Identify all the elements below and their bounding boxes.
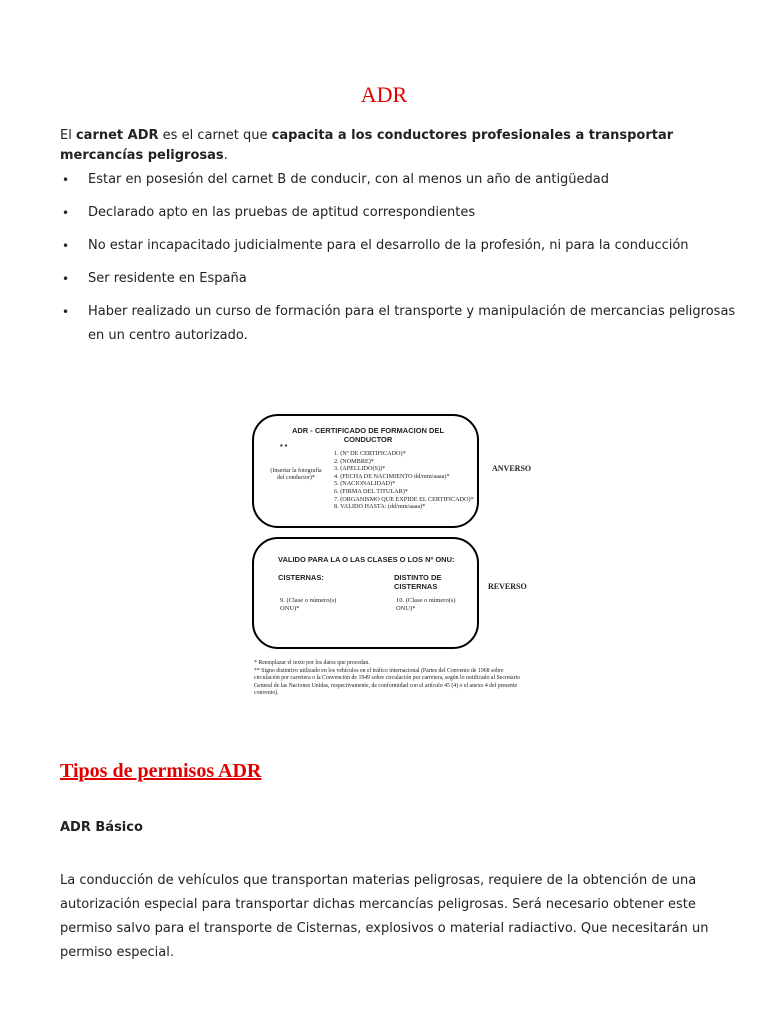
intro-text-1: El bbox=[60, 128, 76, 143]
certificate-footnotes bbox=[254, 660, 524, 698]
certificate-field: 7. (ORGANISMO QUE EXPIDE EL CERTIFICADO)* bbox=[334, 495, 474, 503]
page-title: ADR bbox=[360, 82, 408, 107]
footnote: * Reemplazar el texto por los datos que procedan. bbox=[254, 660, 370, 666]
certificate-front-card bbox=[252, 414, 479, 528]
back-title: VALIDO PARA LA O LAS CLASES O LOS Nº ONU: bbox=[278, 555, 455, 564]
intro-bold-capacita: capacita a los conductores profesionales a transportar mercancías peligrosas bbox=[60, 128, 674, 163]
certificate-title: ADR - CERTIFICADO DE FORMACION DEL CONDUCTOR bbox=[291, 426, 445, 444]
requirement-item: • Ser residente en España bbox=[60, 267, 740, 291]
requirement-item: • No estar incapacitado judicialmente para el desarrollo de la profesión, ni para la conducción bbox=[60, 234, 740, 258]
front-side-label: ANVERSO bbox=[492, 464, 532, 473]
certificate-field: 2. (NOMBRE)* bbox=[334, 457, 374, 465]
certificate-field: 4. (FECHA DE NACIMIENTO dd/mm/aaaa)* bbox=[334, 472, 450, 480]
country-code-placeholder: * * bbox=[280, 444, 288, 451]
certificate-back-card bbox=[252, 537, 479, 649]
non-tanks-heading: DISTINTO DE CISTERNAS bbox=[394, 573, 442, 591]
certificate-field: 3. (APELLIDO(S))* bbox=[334, 465, 386, 473]
requirement-item: • Haber realizado un curso de formación para el transporte y manipulación de mercancias peligrosas en un centro autorizado. bbox=[60, 300, 740, 348]
certificate-field: 1. (Nº DE CERTIFICADO)* bbox=[334, 450, 406, 457]
footnote: ** Signo distintivo utilizado en los vehículos en el tráfico internacional (Partes del Convenio de 1968 sobre circulación por carretera o la Convención de 1949 sobre circulación por carretera, según lo notificado al Secretario General de las Naciones Unidas, respectivamente, de conformidad con el artículo 45 (4) o el anexo 4 del presente convenio). bbox=[254, 667, 521, 697]
section-heading: Tipos de permisos ADR bbox=[60, 760, 262, 782]
non-tanks-value: 10. (Clase o número(s) ONU)* bbox=[396, 597, 456, 612]
intro-text-2: es el carnet que bbox=[158, 128, 272, 143]
certificate-field: 8. VALIDO HASTA: (dd/mm/aaaa)* bbox=[334, 503, 426, 511]
certificate-field: 6. (FIRMA DEL TITULAR)* bbox=[334, 487, 408, 495]
certificate-field: 5. (NACIONALIDAD)* bbox=[334, 480, 396, 488]
photo-placeholder: (Insertar la fotografía del conductor)* bbox=[270, 468, 322, 481]
section-paragraph: La conducción de vehículos que transportan materias peligrosas, requiere de la obtención de una autorización especial para transportar dichas mercancías peligrosas. Será necesario obtener este permiso salvo para el transporte de Cisternas, explosivos o material radiactivo. Que necesitarán un permiso especial. bbox=[60, 873, 709, 960]
requirements-list bbox=[60, 168, 740, 348]
tanks-heading: CISTERNAS: bbox=[278, 573, 324, 582]
intro-text-3: . bbox=[223, 148, 228, 163]
intro-bold-carnet: carnet ADR bbox=[75, 128, 159, 143]
requirement-item: • Estar en posesión del carnet B de conducir, con al menos un año de antigüedad bbox=[60, 168, 740, 192]
subsection-heading: ADR Básico bbox=[60, 820, 143, 835]
requirement-item: • Declarado apto en las pruebas de aptitud correspondientes bbox=[60, 201, 740, 225]
back-side-label: REVERSO bbox=[488, 582, 527, 591]
tanks-value: 9. (Clase o número(s) ONU)* bbox=[280, 597, 337, 612]
certificate-fields bbox=[334, 450, 474, 511]
intro-paragraph bbox=[60, 126, 720, 166]
